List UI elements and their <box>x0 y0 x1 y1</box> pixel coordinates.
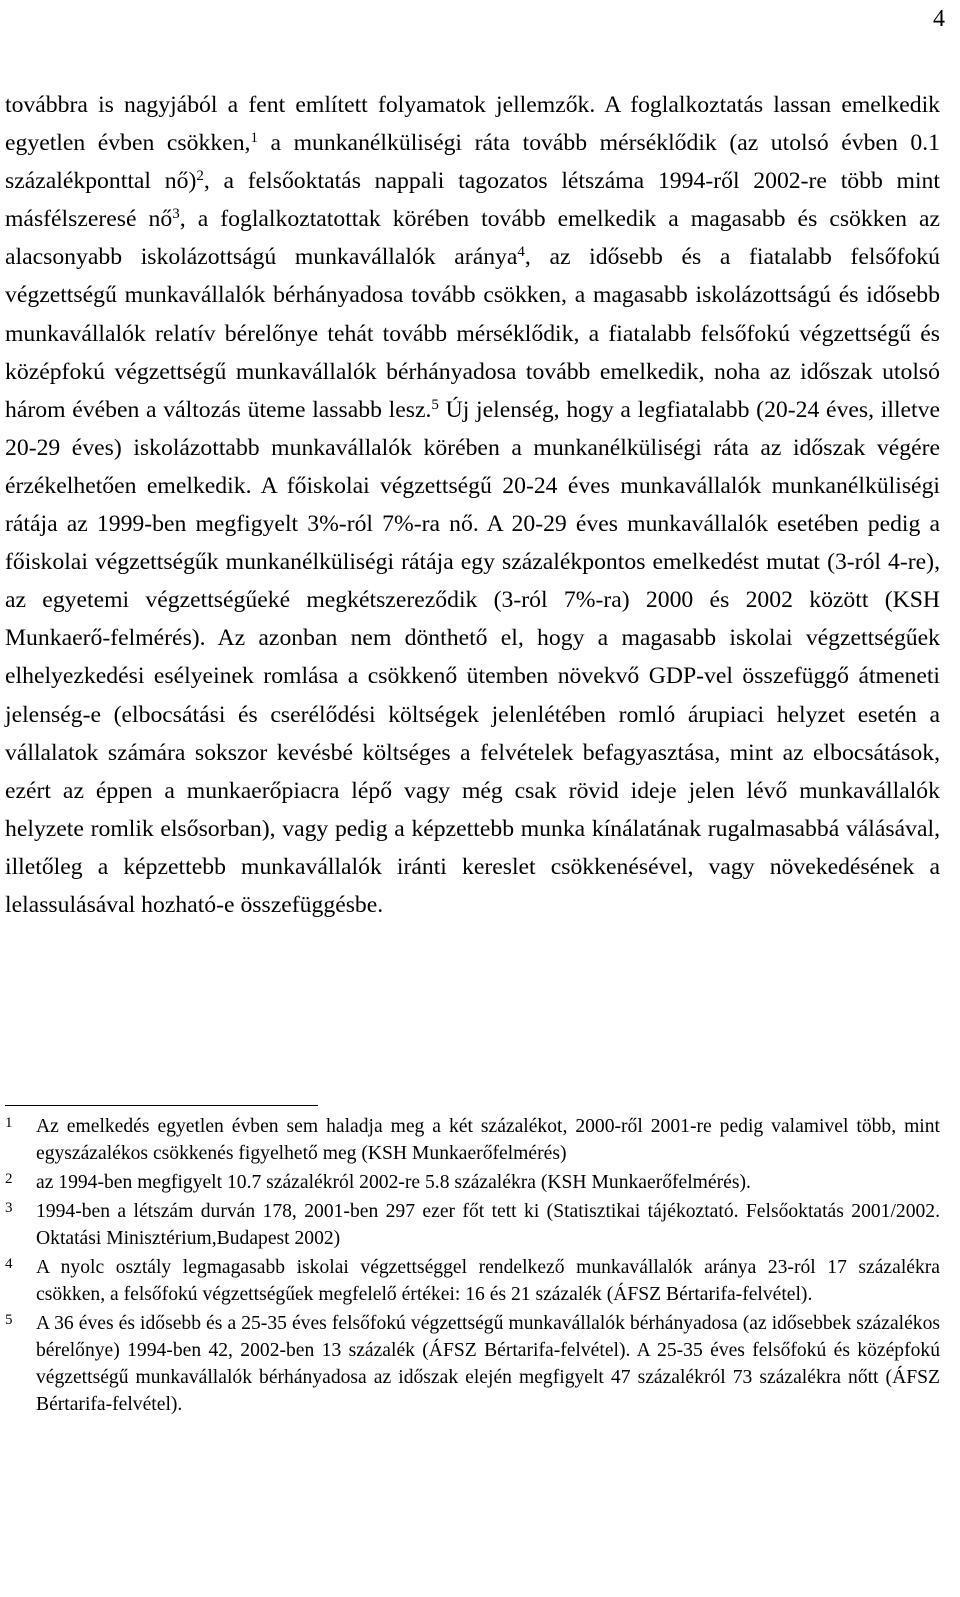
footnote-number: 4 <box>5 1256 13 1272</box>
body-text-segment: , az idősebb és a fiatalabb felsőfokú végzettségű munkavállalók bérhányadosa tovább csökken, a magasabb iskolázottságú és idősebb munkavállalók relatív bérelőnye tehát tovább mérséklődik, a fiatalabb felsőfokú végzettségű és középfokú végzettségű munkavállalók bérhányadosa tovább emelkedik, noha az időszak utolsó három évében a változás üteme lassabb lesz. <box>5 244 940 423</box>
footnote-4 <box>5 1254 940 1308</box>
footnote-3 <box>5 1198 940 1252</box>
body-text-segment: továbbra is nagyjából a fent említett folyamatok jellemzők. A foglalkoztatás lassan emelkedik egyetlen évben csökken, <box>5 92 940 157</box>
body-text-segment: , a felsőoktatás nappali tagozatos létszáma 1994-ről 2002-re több mint másfélszeresé nő <box>5 168 940 233</box>
footnotes-section <box>5 1113 940 1420</box>
body-text-segment: , a foglalkoztatottak körében tovább emelkedik a magasabb és csökken az alacsonyabb iskolázottságú munkavállalók aránya <box>5 206 940 271</box>
body-text-segment: Új jelenség, hogy a legfiatalabb (20-24 éves, illetve 20-29 éves) iskolázottabb munkavállalók körében a munkanélküliségi ráta az időszak végére érzékelhetően emelkedik. A főiskolai végzettségű 20-24 éves munkavállalók munkanélküliségi rátája az 1999-ben megfigyelt 3%-ról 7%-ra nő. A 20-29 éves munkavállalók esetében pedig a főiskolai végzettségűk munkanélküliségi rátája egy százalékpontos emelkedést mutat (3-ról 4-re), az egyetemi végzettségűeké megkétszereződik (3-ról 7%-ra) 2000 és 2002 között (KSH Munkaerő-felmérés). Az azonban nem dönthető el, hogy a magasabb iskolai végzettségűek elhelyezkedési esélyeinek romlása a csökkenő ütemben növekvő GDP-vel összefüggő átmeneti jelenség-e (elbocsátási és cserélődési költségek jelenlétében romló árupiaci helyzet esetén a vállalatok számára sokszor kevésbé költséges a felvételek befagyasztása, mint az elbocsátások, ezért az éppen a munkaerőpiacra lépő vagy még csak rövid ideje jelen lévő munkavállalók helyzete romlik elsősorban), vagy pedig a képzettebb munka kínálatának rugalmasabbá válásával, illetőleg a képzettebb munkavállalók iránti kereslet csökkenésével, vagy növekedésének a lelassulásával hozható-e összefüggésbe. <box>5 396 940 918</box>
footnote-number: 2 <box>5 1171 13 1187</box>
footnote-5 <box>5 1310 940 1418</box>
footnote-ref-4[interactable]: 4 <box>517 244 525 261</box>
footnote-number: 1 <box>5 1115 13 1131</box>
footnote-text: 1994-ben a létszám durván 178, 2001-ben 297 ezer főt tett ki (Statisztikai tájékoztató. Felsőoktatás 2001/2002. Oktatási Minisztérium,Budapest 2002) <box>36 1201 940 1249</box>
footnote-ref-5[interactable]: 5 <box>431 396 439 413</box>
footnote-separator <box>5 1105 318 1106</box>
footnote-text: az 1994-ben megfigyelt 10.7 százalékról 2002-re 5.8 százalékra (KSH Munkaerőfelmérés). <box>36 1172 751 1193</box>
footnote-ref-3[interactable]: 3 <box>172 206 180 223</box>
body-text-segment: a munkanélküliségi ráta tovább mérséklődik (az utolsó évben 0.1 százalékponttal nő) <box>5 130 940 195</box>
footnote-number: 3 <box>5 1200 13 1216</box>
body-paragraph <box>5 86 940 924</box>
footnote-text: A 36 éves és idősebb és a 25-35 éves felsőfokú végzettségű munkavállalók bérhányadosa (az idősebbek százalékos bérelőnye) 1994-ben 42, 2002-ben 13 százalék (ÁFSZ Bértarifa-felvétel). A 25-35 éves felsőfokú és középfokú végzettségű munkavállalók bérhányadosa az időszak elején megfigyelt 47 százalékról 73 százalékra nőtt (ÁFSZ Bértarifa-felvétel). <box>36 1313 940 1415</box>
page-number: 4 <box>933 6 945 32</box>
footnote-ref-1[interactable]: 1 <box>250 129 258 146</box>
footnote-text: A nyolc osztály legmagasabb iskolai végzettséggel rendelkező munkavállalók aránya 23-ról 17 százalékra csökken, a felsőfokú végzettségűek megfelelő értékei: 16 és 21 százalék (ÁFSZ Bértarifa-felvétel). <box>36 1257 940 1305</box>
footnote-text: Az emelkedés egyetlen évben sem haladja meg a két százalékot, 2000-ről 2001-re pedig valamivel több, mint egyszázalékos csökkenés figyelhető meg (KSH Munkaerőfelmérés) <box>36 1116 940 1164</box>
footnote-1 <box>5 1113 940 1167</box>
footnote-2 <box>5 1169 940 1196</box>
footnote-number: 5 <box>5 1312 13 1328</box>
footnote-ref-2[interactable]: 2 <box>196 167 204 184</box>
